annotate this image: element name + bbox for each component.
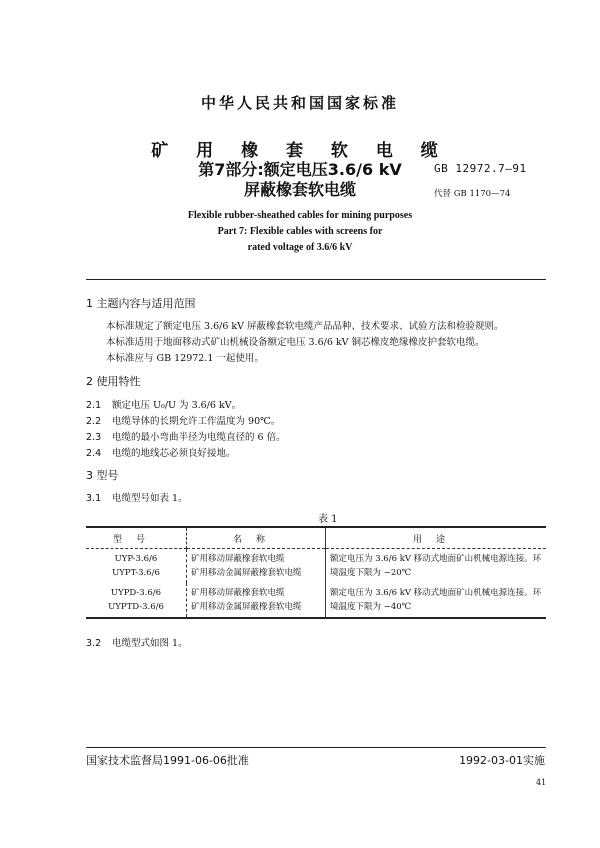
item-text: 额定电压 U₀/U 为 3.6/6 kV。	[112, 400, 242, 411]
usage-line: 境温度下限为 −40℃	[330, 602, 412, 612]
name-value: 矿用移动屏蔽橡套软电缆	[191, 554, 285, 564]
cable-model-table	[86, 526, 546, 619]
usage-line: 额定电压为 3.6/6 kV 移动式地面矿山机械电源连接。环	[330, 554, 542, 564]
replaces-standard: 代替 GB 1170—74	[434, 189, 511, 199]
item-number: 3.2	[86, 638, 102, 649]
header-usage: 用途	[326, 527, 547, 549]
item-number: 2.1	[86, 400, 102, 411]
header-divider	[86, 279, 546, 280]
usage-cell	[326, 549, 547, 584]
table-row	[86, 549, 546, 584]
model-value: UYP-3.6/6	[114, 554, 158, 564]
section-3-item	[86, 490, 188, 504]
name-value: 矿用移动屏蔽橡套软电缆	[191, 588, 285, 598]
usage-cell	[326, 583, 547, 618]
page-number: 41	[536, 778, 547, 787]
title-line-3: 屏蔽橡套软电缆	[243, 180, 356, 199]
table-caption: 表 1	[318, 514, 338, 525]
usage-line: 境温度下限为 −20℃	[330, 568, 412, 578]
item-number: 2.2	[86, 416, 102, 427]
item-number: 3.1	[86, 493, 102, 504]
standard-code: GB 12972.7—91	[434, 162, 527, 175]
table-header-row	[86, 527, 546, 549]
section-1-paragraph: 本标准应与 GB 12972.1 一起使用。	[106, 353, 264, 364]
title-line-2: 第7部分:额定电压3.6/6 kV	[198, 160, 402, 179]
name-value: 矿用移动金属屏蔽橡套软电缆	[191, 568, 302, 578]
item-text: 电缆型号如表 1。	[112, 493, 188, 504]
national-standard-heading: 中华人民共和国国家标准	[200, 94, 399, 112]
approval-date: 国家技术监督局1991-06-06批准	[86, 754, 249, 767]
section-1-heading: 1 主题内容与适用范围	[86, 297, 196, 310]
table-row	[86, 583, 546, 618]
english-title-line-2: Part 7: Flexible cables with screens for	[217, 226, 383, 237]
model-cell	[86, 549, 187, 584]
section-2-item	[86, 397, 241, 411]
model-value: UYPT-3.6/6	[112, 568, 160, 578]
model-cell	[86, 583, 187, 618]
section-3-heading: 3 型号	[86, 469, 119, 482]
item-text: 电缆的地线芯必须良好接地。	[112, 448, 236, 459]
item-text: 电缆导体的长期允许工作温度为 90℃。	[112, 416, 281, 427]
section-2-heading: 2 使用特性	[86, 375, 141, 388]
section-2-item	[86, 445, 236, 459]
english-title-line-3: rated voltage of 3.6/6 kV	[247, 242, 353, 253]
section-2-item	[86, 429, 286, 443]
header-model: 型号	[86, 527, 187, 549]
item-text: 电缆型式如图 1。	[112, 638, 188, 649]
section-2-item	[86, 413, 280, 427]
name-cell	[187, 583, 326, 618]
section-3-item	[86, 635, 188, 649]
title-line-1: 矿 用 橡 套 软 电 缆	[151, 141, 449, 161]
header-name: 名称	[187, 527, 326, 549]
english-title-line-1: Flexible rubber-sheathed cables for mining purposes	[187, 210, 413, 221]
name-cell	[187, 549, 326, 584]
implementation-date: 1992-03-01实施	[459, 754, 545, 767]
section-1-paragraph: 本标准规定了额定电压 3.6/6 kV 屏蔽橡套软电缆产品品种、技术要求、试验方法和检验规则。	[106, 321, 504, 332]
name-value: 矿用移动金属屏蔽橡套软电缆	[191, 602, 302, 612]
model-value: UYPTD-3.6/6	[108, 602, 164, 612]
item-number: 2.3	[86, 432, 102, 443]
item-text: 电缆的最小弯曲半径为电缆直径的 6 倍。	[112, 432, 286, 443]
footer-divider	[86, 747, 546, 748]
section-1-paragraph: 本标准适用于地面移动式矿山机械设备额定电压 3.6/6 kV 铜芯橡皮绝缘橡皮护套软电缆。	[106, 337, 485, 348]
model-value: UYPD-3.6/6	[110, 588, 162, 598]
item-number: 2.4	[86, 448, 102, 459]
usage-line: 额定电压为 3.6/6 kV 移动式地面矿山机械电源连接。环	[330, 588, 542, 598]
